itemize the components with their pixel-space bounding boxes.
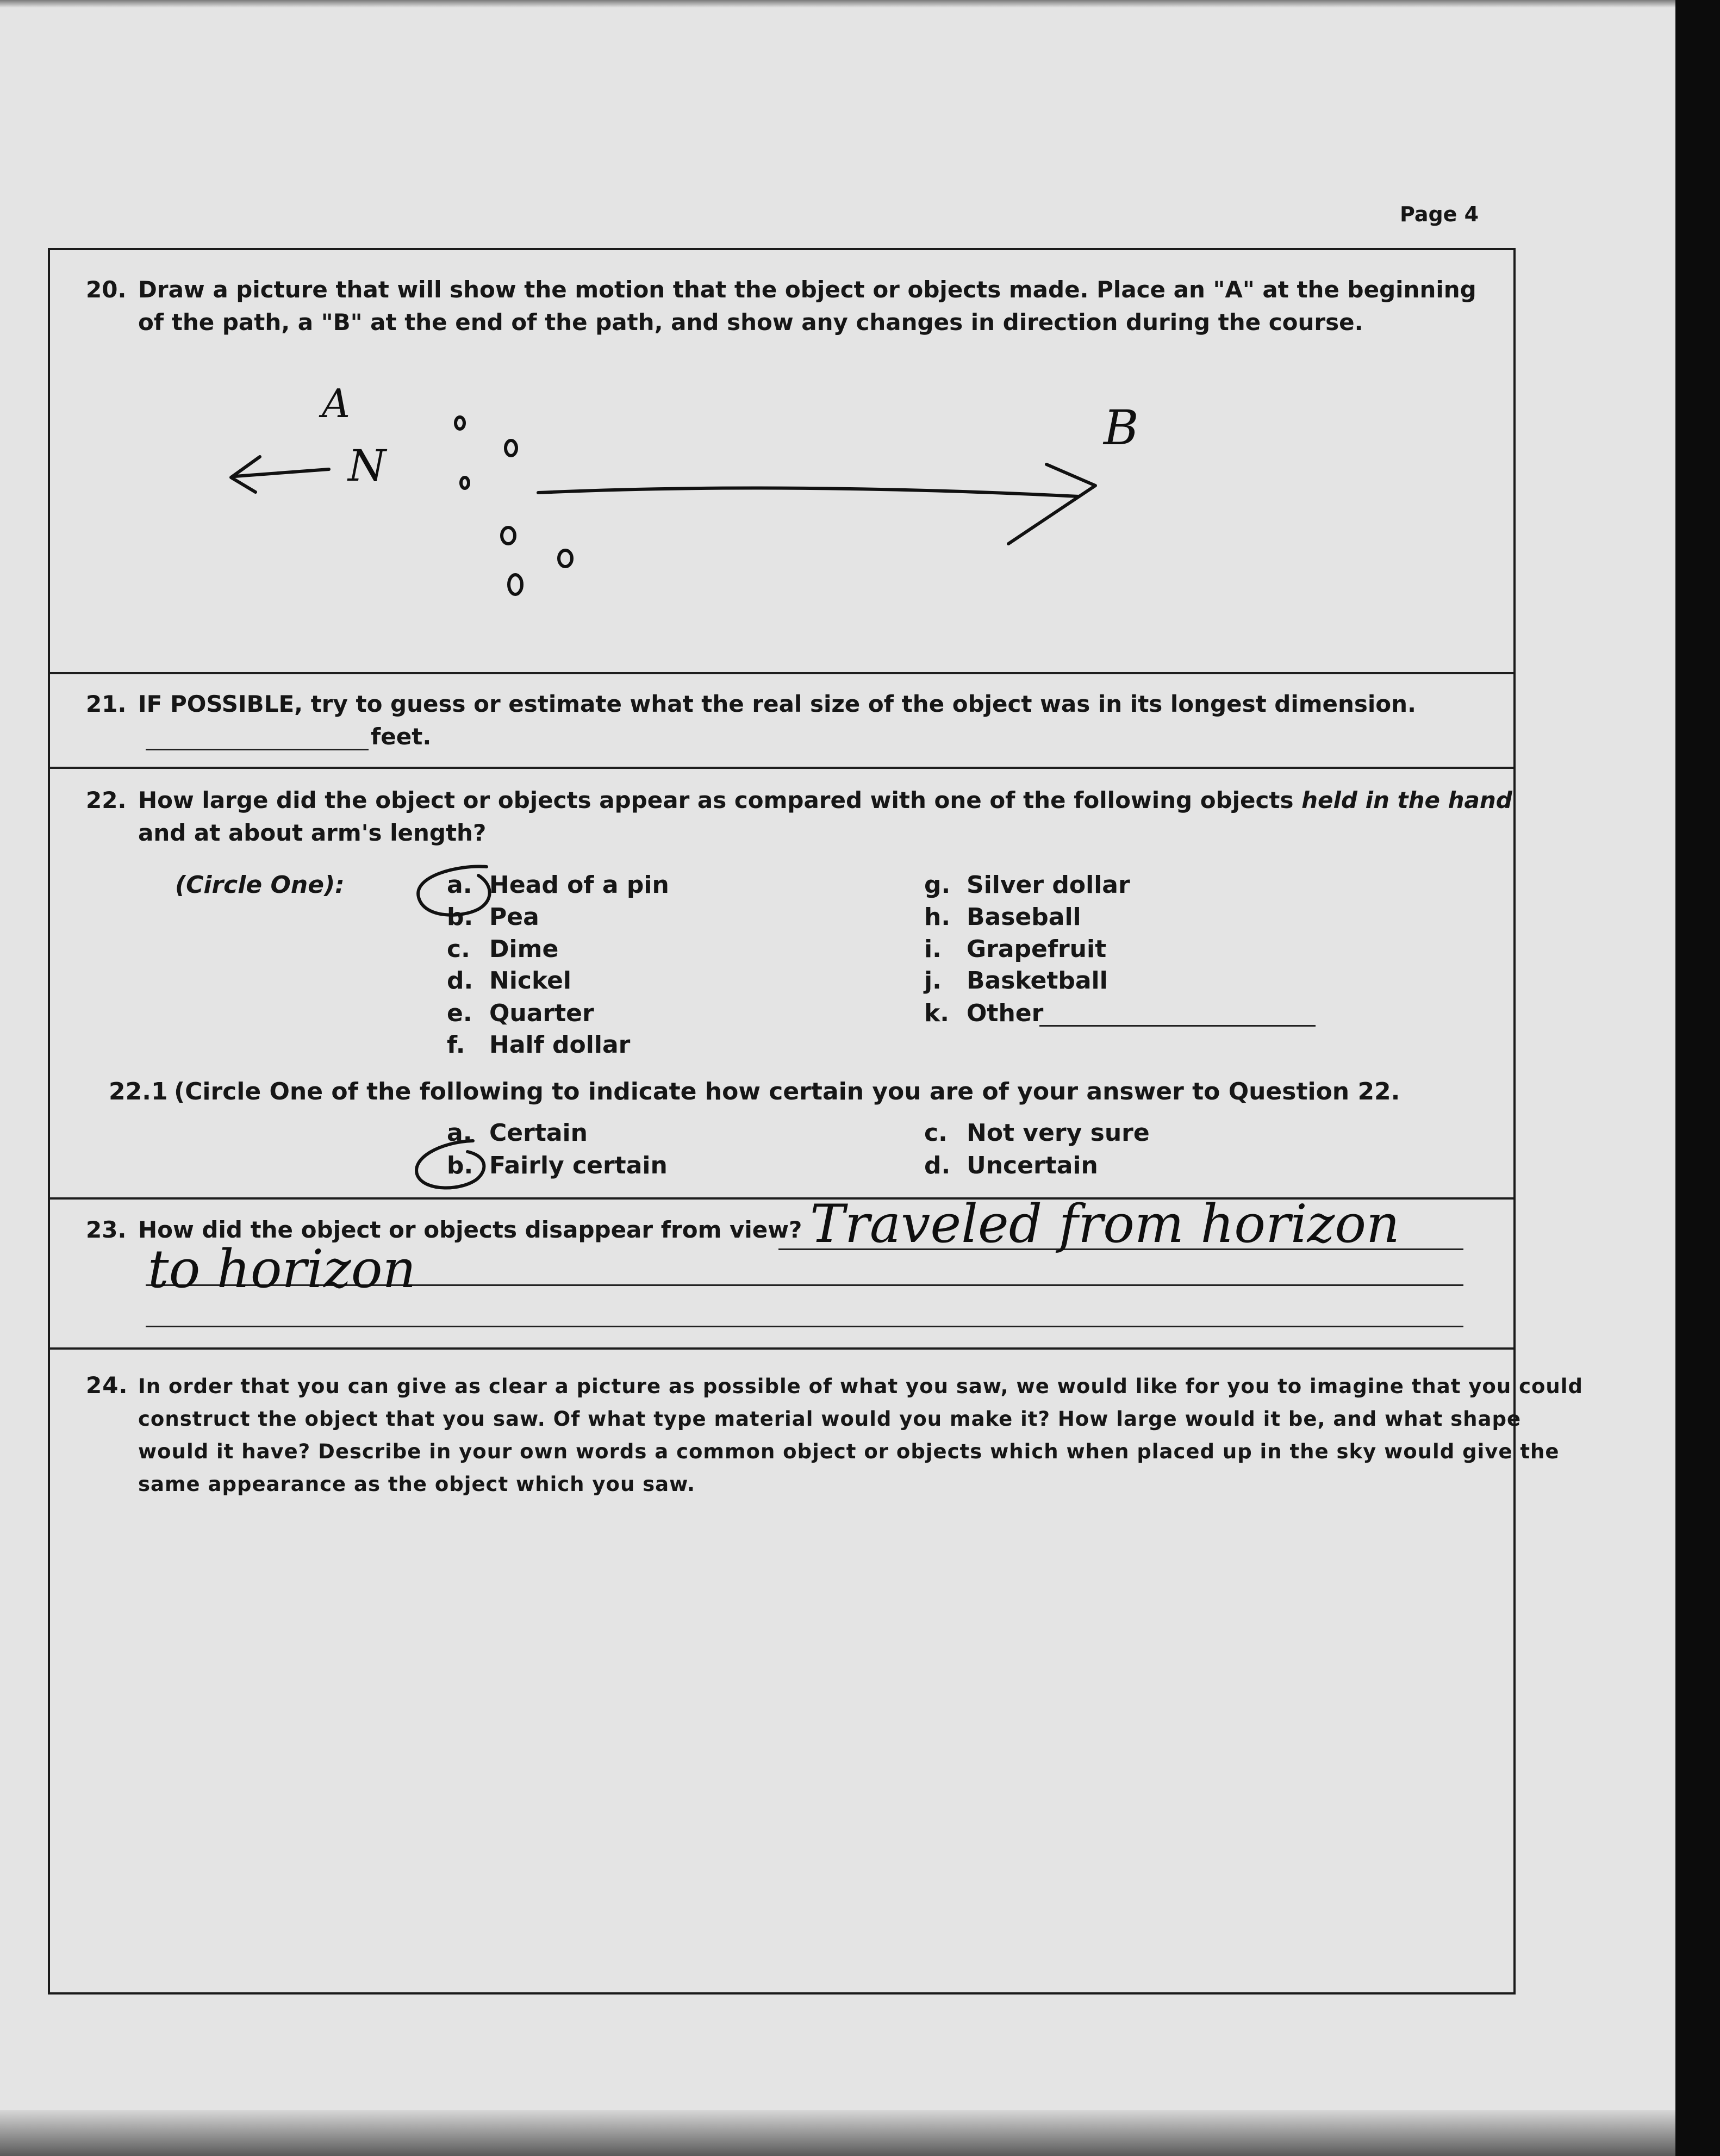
q22-option-e[interactable]: e. Quarter (447, 999, 594, 1027)
q22-option-b[interactable]: b. Pea (447, 903, 539, 931)
page-number: Page 4 (1400, 202, 1479, 226)
q22-option-i[interactable]: i. Grapefruit (924, 935, 1107, 963)
q22-option-g[interactable]: g. Silver dollar (924, 871, 1130, 899)
q22-1-text (109, 1076, 1400, 1108)
q21-number: 21. (86, 691, 127, 717)
q22-line1: How large did the object or objects appear as compared with one of the following objects (138, 787, 1302, 813)
q20-number: 20. (86, 276, 127, 303)
circle-mark-q22 (418, 867, 490, 915)
q23-answer-line-3[interactable] (146, 1326, 1463, 1327)
q22-option-a[interactable]: a. Head of a pin (447, 871, 669, 899)
q24-text (86, 1369, 1583, 1501)
q24-line-2: construct the object that you saw. Of what type material would you make it? How large would it be, and what shape (138, 1407, 1522, 1431)
q22-1-number: 22.1 (109, 1078, 168, 1105)
q24-line-3: would it have? Describe in your own words a common object or objects which when placed up in the sky would give the (138, 1440, 1560, 1463)
q22-instruction: (Circle One): (175, 871, 345, 899)
q24-line-1: In order that you can give as clear a picture as possible of what you saw, we would like for you to imagine that you could (138, 1375, 1583, 1398)
q22-option-k[interactable]: k. Other (924, 999, 1044, 1027)
q23-number: 23. (86, 1216, 127, 1243)
label-n: N (348, 440, 386, 491)
q20-line2: of the path, a "B" at the end of the path, and show any changes in direction during the course. (138, 309, 1363, 335)
q22-1-option-d[interactable]: d. Uncertain (924, 1152, 1098, 1179)
q24-line-4: same appearance as the object which you saw. (138, 1472, 696, 1496)
q23-handwritten-answer-1: Traveled from horizon (810, 1194, 1400, 1254)
q23-prompt: How did the object or objects disappear from view? (138, 1216, 802, 1243)
q23-handwritten-answer-2: to horizon (148, 1239, 416, 1300)
q22-option-j[interactable]: j. Basketball (924, 967, 1108, 995)
q22-option-d[interactable]: d. Nickel (447, 967, 571, 995)
q22-1-option-b[interactable]: b. Fairly certain (447, 1152, 668, 1179)
label-a: A (322, 381, 350, 426)
q22-1-option-c[interactable]: c. Not very sure (924, 1119, 1150, 1147)
q21-unit: feet. (371, 723, 432, 750)
q22-1-option-a[interactable]: a. Certain (447, 1119, 588, 1147)
q22-line1-italic: held in the hand (1301, 787, 1512, 813)
q22-line2: and at about arm's length? (138, 819, 487, 846)
q24-answer-area[interactable] (87, 1517, 1479, 1974)
q22-option-c[interactable]: c. Dime (447, 935, 559, 963)
q20-line1: Draw a picture that will show the motion that the object or objects made. Place an "A" at the beginning (138, 276, 1476, 303)
q24-number: 24. (86, 1372, 128, 1399)
label-b: B (1104, 400, 1139, 456)
q22-1-prompt: (Circle One of the following to indicate how certain you are of your answer to Question 22. (174, 1078, 1400, 1105)
q22-option-f[interactable]: f. Half dollar (447, 1031, 631, 1059)
q22-option-h[interactable]: h. Baseball (924, 903, 1081, 931)
q22-number: 22. (86, 787, 127, 813)
q21-prompt: IF POSSIBLE, try to guess or estimate what the real size of the object was in its longest dimension. (138, 691, 1417, 717)
